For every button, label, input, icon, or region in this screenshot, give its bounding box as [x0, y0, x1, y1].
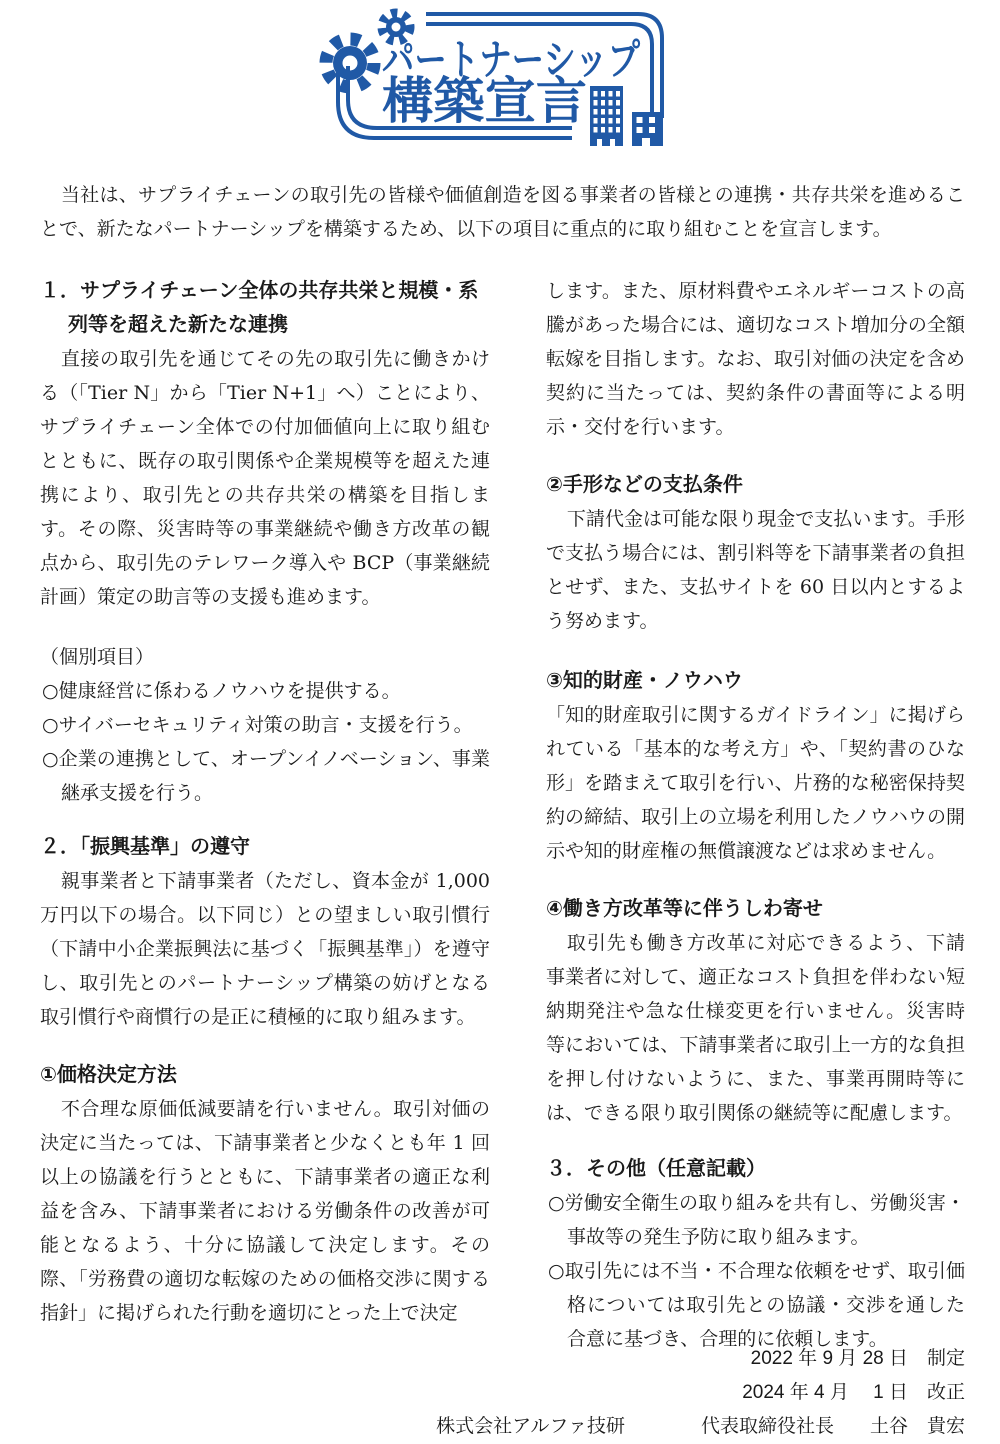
document-footer: [40, 1342, 965, 1444]
list-item: ○企業の連携として、オープンイノベーション、事業継承支援を行う。: [42, 748, 490, 804]
signer-title: 代表取締役社長: [700, 1416, 834, 1437]
section-2-heading: ２．「振興基準」の遵守: [40, 836, 250, 858]
section-1-heading: １．サプライチェーン全体の共存共栄と規模・系列等を超えた新たな連携: [40, 280, 479, 336]
building-small-icon: [632, 112, 663, 146]
section-2-paragraph: 親事業者と下請事業者（ただし、資本金が 1,000 万円以下の場合。以下同じ）との望ましい取引慣行（下請中小企業振興法に基づく「振興基準」）を遵守し、取引先とのパートナーシップ構築の妨げとなる取引慣行や商慣行の是正に積極的に取り組みます。: [40, 870, 490, 1028]
individual-items-list: [40, 674, 490, 810]
list-item: ○取引先には不当・不合理な依頼をせず、取引価格については取引先との協議・交渉を通した合意に基づき、合理的に依頼します。: [548, 1260, 965, 1350]
date-enacted: 2022 年 9 月 28 日 制定: [750, 1348, 965, 1369]
right-column: [546, 274, 965, 1356]
two-column-body: [40, 274, 965, 1356]
signer-name: 土谷 貴宏: [869, 1416, 965, 1437]
logo-title-line2: 構築宣言: [382, 73, 587, 129]
intro-paragraph: 当社は、サプライチェーンの取引先の皆様や価値創造を図る事業者の皆様との連携・共存共栄を進めることで、新たなパートナーシップを構築するため、以下の項目に重点的に取り組むことを宣言します。: [40, 184, 965, 240]
logo-title-line1: パートナーシップ: [382, 36, 641, 83]
subsection-3-paragraph: 「知的財産取引に関するガイドライン」に掲げられている「基本的な考え方」や、「契約書のひな形」を踏まえて取引を行い、片務的な秘密保持契約の締結、取引上の立場を利用したノウハウの開示や知的財産権の無償譲渡などは求めません。: [546, 704, 965, 862]
subsection-4-heading: ④働き方改革等に伴うしわ寄せ: [546, 898, 823, 920]
subsection-1-heading: ①価格決定方法: [40, 1064, 177, 1086]
subsection-2-heading: ②手形などの支払条件: [546, 474, 743, 496]
subsection-2-paragraph: 下請代金は可能な限り現金で支払います。手形で支払う場合には、割引料等を下請事業者の負担とせず、また、支払サイトを 60 日以内とするよう努めます。: [546, 508, 965, 632]
logo-graphic: [320, 6, 680, 154]
subsection-3-heading: ③知的財産・ノウハウ: [546, 670, 743, 692]
list-item: ○サイバーセキュリティ対策の助言・支援を行う。: [42, 714, 473, 736]
list-item: ○労働安全衛生の取り組みを共有し、労働災害・事故等の発生予防に取り組みます。: [548, 1192, 965, 1248]
list-item: ○健康経営に係わるノウハウを提供する。: [42, 680, 401, 702]
signature-line: [40, 1410, 965, 1444]
building-icon: [590, 86, 623, 146]
section-1-paragraph: 直接の取引先を通じてその先の取引先に働きかける（「Tier N」から「Tier N+1」へ）ことにより、サプライチェーン全体での付加価値向上に取り組むとともに、既存の取引関係や企業規模等を超えた連携により、取引先との共存共栄の構築を目指します。その際、災害時等の事業継続や働き方改革の観点から、取引先のテレワーク導入や BCP（事業継続計画）策定の助言等の支援も進めます。: [40, 348, 490, 608]
partnership-declaration-logo: [320, 6, 680, 158]
declaration-document-page: [0, 6, 1000, 1437]
individual-items-label: （個別項目）: [40, 646, 155, 668]
left-column: [40, 274, 490, 1356]
date-revised: 2024 年 4 月 1 日 改正: [742, 1382, 965, 1403]
section-3-heading: ３．その他（任意記載）: [546, 1158, 766, 1180]
subsection-1-paragraph: 不合理な原価低減要請を行いません。取引対価の決定に当たっては、下請事業者と少なくとも年 1 回以上の協議を行うとともに、下請事業者の適正な利益を含み、下請事業者における労働条件の改善が可能となるよう、十分に協議して決定します。その際、「労務費の適切な転嫁のための価格交渉に関する指針」に掲げられた行動を適切にとった上で決定: [40, 1098, 490, 1324]
company-name: 株式会社アルファ技研: [436, 1416, 625, 1437]
section-3-items-list: [546, 1186, 965, 1356]
subsection-1-continued-paragraph: します。また、原材料費やエネルギーコストの高騰があった場合には、適切なコスト増加分の全額転嫁を目指します。なお、取引対価の決定を含め契約に当たっては、契約条件の書面等による明示・交付を行います。: [546, 280, 965, 438]
subsection-4-paragraph: 取引先も働き方改革に対応できるよう、下請事業者に対して、適正なコスト負担を伴わない短納期発注や急な仕様変更を行いません。災害時等においては、下請事業者に取引上一方的な負担を押し付けないように、また、事業再開時等には、できる限り取引関係の継続等に配慮します。: [546, 932, 965, 1124]
